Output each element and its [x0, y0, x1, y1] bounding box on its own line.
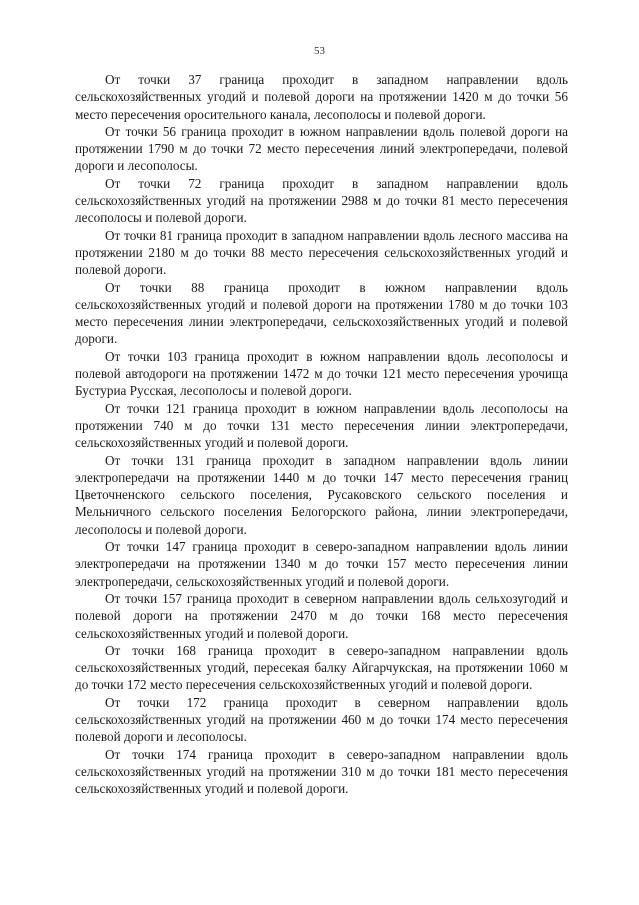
paragraph-point-72: От точки 72 граница проходит в западном направлении вдоль сельскохозяйственных угодий на протяжении 2988 м до точки 81 место пересечения лесополосы и полевой дороги.: [75, 175, 568, 226]
paragraph-point-88: От точки 88 граница проходит в южном направлении вдоль сельскохозяйственных угодий и полевой дороги на протяжении 1780 м до точки 103 место пересечения линии электропередачи, сельскохозяйственных угодий и полевой дороги.: [75, 279, 568, 347]
paragraph-point-37: От точки 37 граница проходит в западном направлении вдоль сельскохозяйственных угодий и полевой дороги на протяжении 1420 м до точки 56 место пересечения оросительного канала, лесополосы и полевой дороги.: [75, 72, 568, 122]
document-body: [75, 71, 568, 797]
paragraph-point-168: От точки 168 граница проходит в северо-западном направлении вдоль сельскохозяйственных угодий, пересекая балку Айгарчукская, на протяжении 1060 м до точки 172 место пересечения сельскохозяйственных угодий и полевой дороги.: [75, 642, 568, 693]
paragraph-point-174: От точки 174 граница проходит в северо-западном направлении вдоль сельскохозяйственных угодий на протяжении 310 м до точки 181 место пересечения сельскохозяйственных угодий и полевой дороги.: [75, 746, 568, 797]
paragraph-point-81: От точки 81 граница проходит в западном направлении вдоль лесного массива на протяжении 2180 м до точки 88 место пересечения сельскохозяйственных угодий и полевой дороги.: [75, 227, 568, 278]
paragraph-point-147: От точки 147 граница проходит в северо-западном направлении вдоль линии электропередачи на протяжении 1340 м до точки 157 место пересечения линии электропередачи, сельскохозяйственных угодий и полевой дороги.: [75, 539, 568, 589]
paragraph-point-131: От точки 131 граница проходит в западном направлении вдоль линии электропередачи на протяжении 1440 м до точки 147 место пересечения границ Цветочненского сельского поселения, Русаковского сельского поселения и Мельничного сельского поселения Белогорского района, линии электропередачи, лесополосы и полевой дороги.: [75, 452, 568, 537]
paragraph-point-157: От точки 157 граница проходит в северном направлении вдоль сельхозугодий и полевой дороги на протяжении 2470 м до точки 168 место пересечения сельскохозяйственных угодий и полевой дороги.: [75, 590, 568, 641]
paragraph-point-172: От точки 172 граница проходит в северном направлении вдоль сельскохозяйственных угодий на протяжении 460 м до точки 174 место пересечения полевой дороги и лесополосы.: [75, 694, 568, 745]
paragraph-point-56: От точки 56 граница проходит в южном направлении вдоль полевой дороги на протяжении 1790 м до точки 72 место пересечения линий электропередачи, полевой дороги и лесополосы.: [75, 123, 568, 174]
page-number: 53: [314, 45, 325, 57]
paragraph-point-121: От точки 121 граница проходит в южном направлении вдоль лесополосы на протяжении 740 м до точки 131 место пересечения линии электропередачи, сельскохозяйственных угодий и полевой дороги.: [75, 400, 568, 451]
paragraph-point-103: От точки 103 граница проходит в южном направлении вдоль лесополосы и полевой автодороги на протяжении 1472 м до точки 121 место пересечения урочища Бустуриа Русская, лесополосы и полевой дороги.: [75, 348, 568, 399]
